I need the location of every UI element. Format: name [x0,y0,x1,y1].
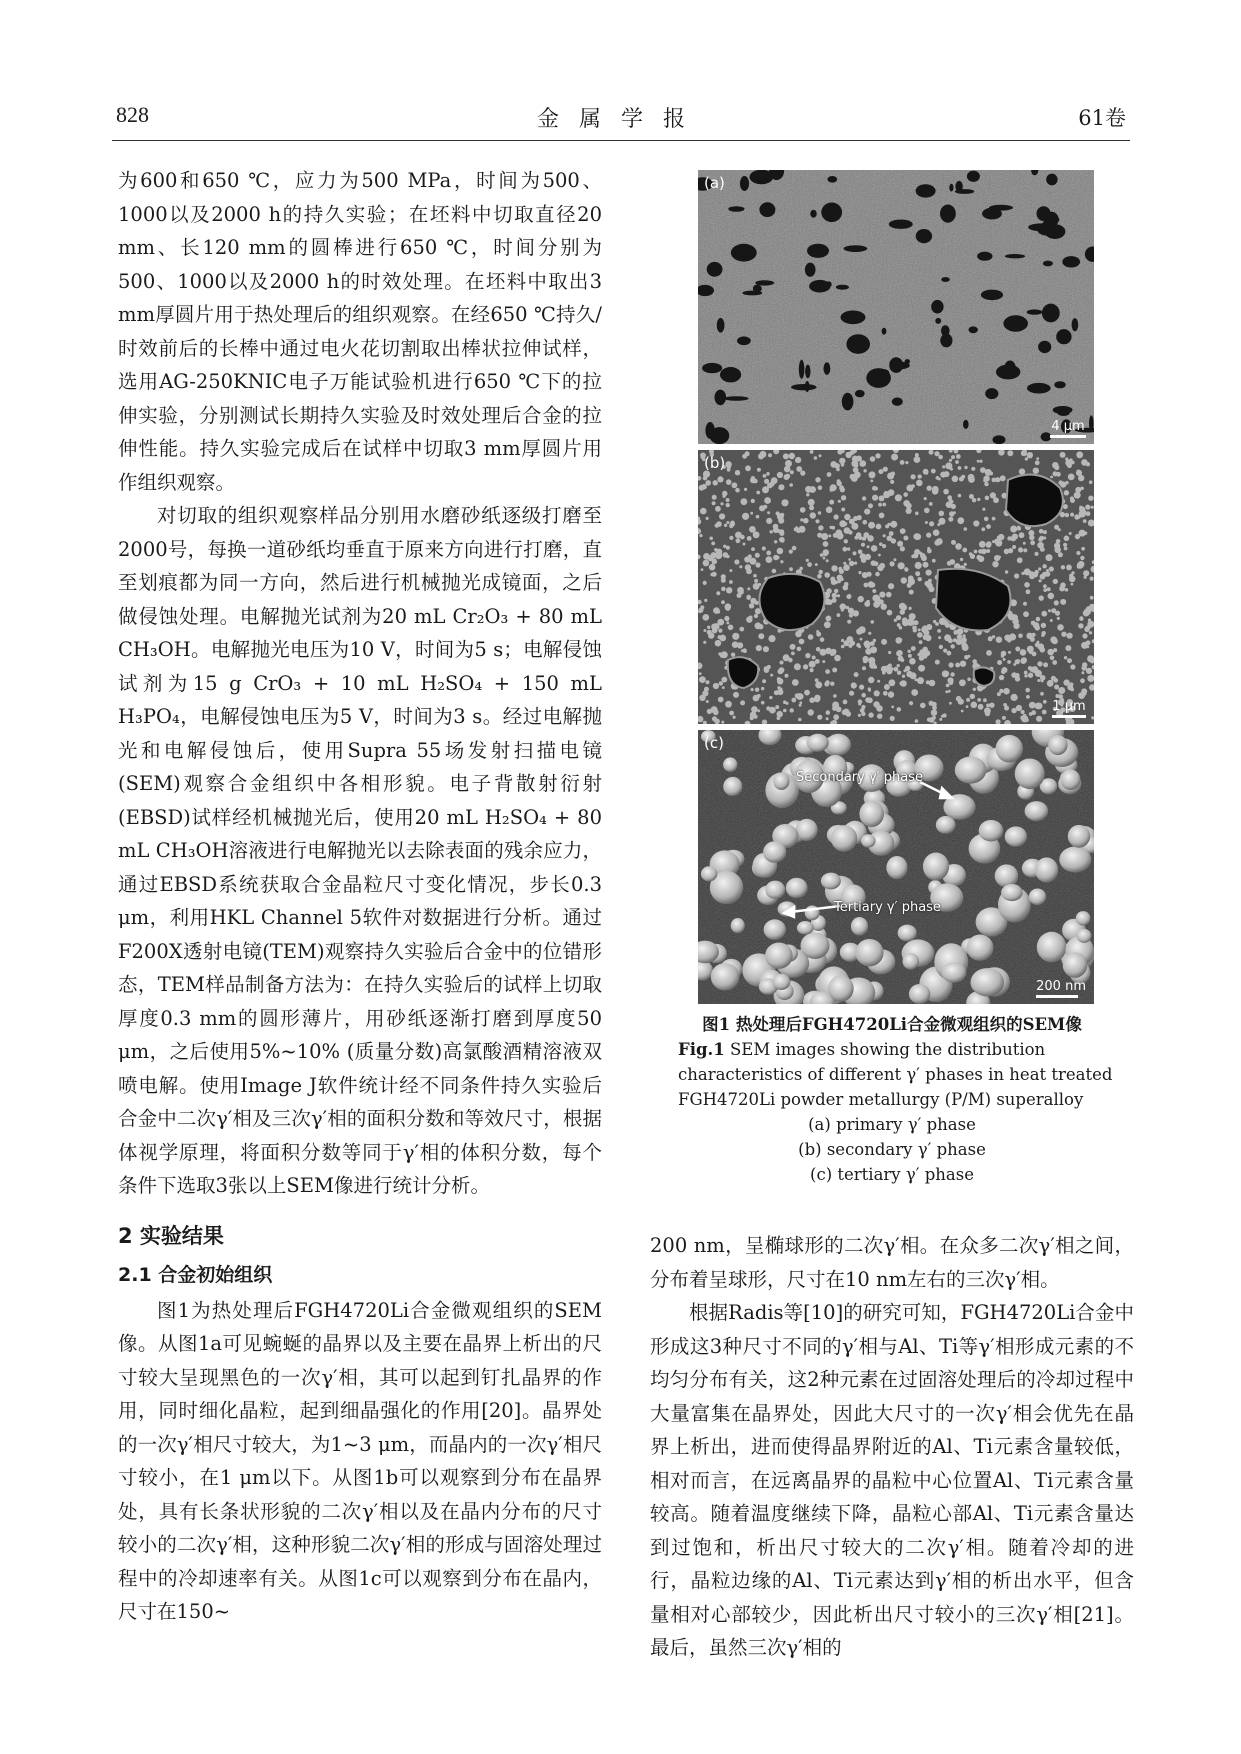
paragraph: 为600和650 ℃，应力为500 MPa，时间为500、1000以及2000 h的持久实验；在坯料中切取直径20 mm、长120 mm的圆棒进行650 ℃，时间分别为500、1000以及2000 h的时效处理。在坯料中取出3 mm厚圆片用于热处理后的组织观察。在经650 ℃持久/时效前后的长棒中通过电火花切割取出棒状拉伸试样，选用AG-250KNIC电子万能试验机进行650 ℃下的拉伸实验，分别测试长期持久实验及时效处理后合金的拉伸性能。持久实验完成后在试样中切取3 mm厚圆片用作组织观察。 [118,169,602,494]
paragraph: 对切取的组织观察样品分别用水磨砂纸逐级打磨至2000号，每换一道砂纸均垂直于原来方向进行打磨，直至划痕都为同一方向，然后进行机械抛光成镜面，之后做侵蚀处理。电解抛光试剂为20 mL Cr₂O₃ + 80 mL CH₃OH。电解抛光电压为10 V，时间为5 s；电解侵蚀试剂为15 g CrO₃ + 10 mL H₂SO₄ + 150 mL H₃PO₄，电解侵蚀电压为5 V，时间为3 s。经过电解抛光和电解侵蚀后，使用Supra 55场发射扫描电镜(SEM)观察合金组织中各相形貌。电子背散射衍射(EBSD)试样经机械抛光后，使用20 mL H₂SO₄ + 80 mL CH₃OH溶液进行电解抛光以去除表面的残余应力，通过EBSD系统获取合金晶粒尺寸变化情况，步长0.3 μm，利用HKL Channel 5软件对数据进行分析。通过F200X透射电镜(TEM)观察持久实验后合金中的位错形态，TEM样品制备方法为：在持久实验后的试样上切取厚度0.3 mm的圆形薄片，用砂纸逐渐打磨到厚度50 μm，之后使用5%~10% (质量分数)高氯酸酒精溶液双喷电解。使用Image J软件统计经不同条件持久实验后合金中二次γ′相及三次γ′相的面积分数和等效尺寸，根据体视学原理，将面积分数等同于γ′相的体积分数，每个条件下选取3张以上SEM像进行统计分析。 [118,504,602,1197]
scale-bar-a [1050,419,1086,438]
panel-label-c: (c) [704,734,724,752]
sem-image-b [698,450,1094,724]
left-column [118,164,602,1629]
annotation-tertiary: Tertiary γ′ phase [834,900,941,915]
sem-panel-b [698,450,1094,724]
scale-text: 1 μm [1052,699,1086,714]
figure-caption [650,1012,1134,1187]
scale-text: 200 nm [1036,979,1086,994]
caption-sub-c: (c) tertiary γ′ phase [810,1165,974,1184]
paragraph: 根据Radis等[10]的研究可知，FGH4720Li合金中形成这3种尺寸不同的γ′相与Al、Ti等γ′相形成元素的不均匀分布有关，这2种元素在过固溶处理后的冷却过程中大量富集在晶界处，因此大尺寸的一次γ′相会优先在晶界上析出，进而使得晶界附近的Al、Ti元素含量较低，相对而言，在远离晶界的晶粒中心位置Al、Ti元素含量较高。随着温度继续下降，晶粒心部Al、Ti元素含量达到过饱和，析出尺寸较大的二次γ′相。随着冷却的进行，晶粒边缘的Al、Ti元素达到γ′相的析出水平，但含量相对心部较少，因此析出尺寸较小的三次γ′相[21]。最后，虽然三次γ′相的 [650,1301,1134,1659]
journal-title: 金属学报 [536,107,705,132]
paragraph: 图1为热处理后FGH4720Li合金微观组织的SEM像。从图1a可见蜿蜒的晶界以及主要在晶界上析出的尺寸较大呈现黑色的一次γ′相，其可以起到钉扎晶界的作用，同时细化晶粒，起到细晶强化的作用[20]。晶界处的一次γ′相尺寸较大，为1~3 μm，而晶内的一次γ′相尺寸较小，在1 μm以下。从图1b可以观察到分布在晶界处，具有长条状形貌的二次γ′相以及在晶内分布的尺寸较小的二次γ′相，这种形貌二次γ′相的形成与固溶处理过程中的冷却速率有关。从图1c可以观察到分布在晶内，尺寸在150~ [118,1298,602,1623]
section-title: 2 实验结果 [118,1223,224,1248]
caption-english-text: SEM images showing the distribution characteristics of different γ′ phases in heat treated FGH4720Li powder metallurgy (P/M) superalloy [678,1040,1113,1109]
sem-image-a [698,170,1094,444]
page-header [112,96,1130,141]
scale-bar-b [1052,699,1086,718]
sem-panel-a [698,170,1094,444]
panel-label-a: (a) [704,174,725,192]
volume-label: 61卷 [1078,106,1126,130]
page-number: 828 [116,102,149,127]
caption-english [650,1037,1134,1112]
caption-sub-b: (b) secondary γ′ phase [798,1140,986,1159]
annotation-secondary: Secondary γ′ phase [796,770,923,785]
caption-fig-label: Fig.1 [678,1040,725,1059]
caption-sub-a: (a) primary γ′ phase [808,1115,976,1134]
sem-panel-c [698,730,1094,1004]
scale-text: 4 μm [1051,419,1085,434]
scale-bar-c [1036,979,1086,998]
right-column [650,1229,1134,1665]
sem-figure [698,170,1094,1010]
subsection-title: 2.1 合金初始组织 [118,1263,273,1286]
paragraph: 200 nm，呈椭球形的二次γ′相。在众多二次γ′相之间，分布着呈球形，尺寸在10 nm左右的三次γ′相。 [650,1234,1134,1291]
caption-chinese: 图1 热处理后FGH4720Li合金微观组织的SEM像 [702,1015,1082,1034]
panel-label-b: (b) [704,454,726,472]
